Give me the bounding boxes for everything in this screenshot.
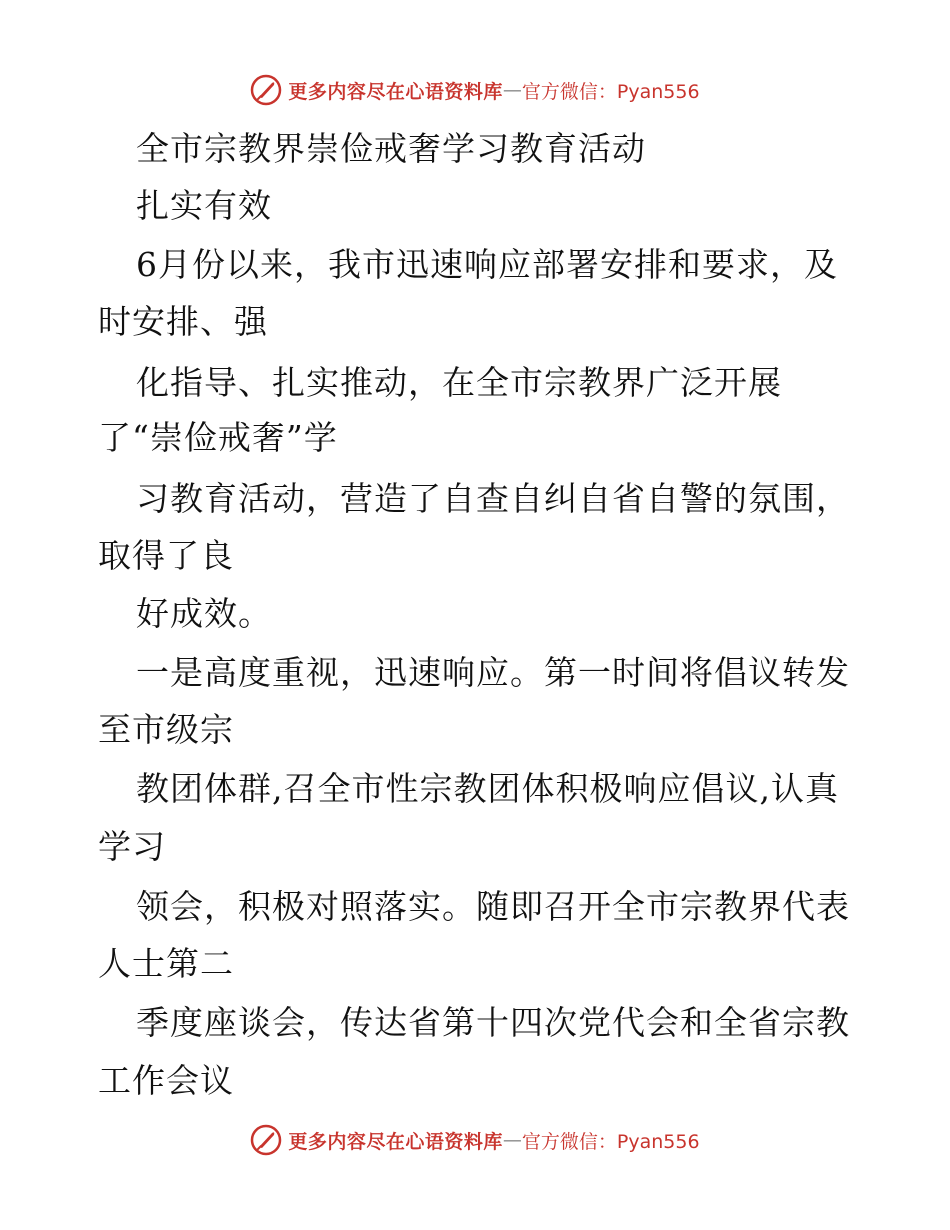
document-title-line-1: 全市宗教界崇俭戒奢学习教育活动	[136, 129, 646, 168]
body-text-line: 一是高度重视，迅速响应。第一时间将倡议转发	[136, 653, 850, 692]
body-text-line: 领会，积极对照落实。随即召开全市宗教界代表	[136, 887, 850, 926]
body-text-line: 人士第二	[98, 944, 234, 983]
body-text-line: 取得了良	[98, 536, 234, 575]
body-text-line: 好成效。	[136, 594, 272, 633]
body-text-line: 6月份以来，我市迅速响应部署安排和要求，及	[136, 245, 838, 284]
watermark-contact: 官方微信：Pyan556	[521, 80, 700, 103]
body-text-line: 化指导、扎实推动，在全市宗教界广泛开展	[136, 363, 782, 402]
body-text-line: 至市级宗	[98, 710, 234, 749]
body-text-line: 工作会议	[98, 1061, 234, 1100]
body-text-line: 了“崇俭戒奢”学	[98, 418, 338, 457]
watermark-text: 更多内容尽在心语资料库	[288, 80, 503, 103]
footer-watermark-banner	[0, 1122, 950, 1158]
body-text-line: 学习	[98, 827, 166, 866]
quill-logo-icon	[250, 1124, 282, 1156]
quill-logo-icon	[250, 74, 282, 106]
watermark-text: 更多内容尽在心语资料库	[288, 1130, 503, 1153]
body-text-line: 季度座谈会，传达省第十四次党代会和全省宗教	[136, 1003, 850, 1042]
watermark-contact: 官方微信：Pyan556	[521, 1130, 700, 1153]
document-title-line-2: 扎实有效	[136, 186, 272, 225]
body-text-line: 习教育活动，营造了自查自纠自省自警的氛围，	[136, 479, 850, 518]
watermark-separator: —	[502, 1129, 522, 1151]
body-text-line: 时安排、强	[98, 302, 268, 341]
body-text-line: 教团体群,召全市性宗教团体积极响应倡议,认真	[136, 769, 839, 808]
header-watermark-banner	[0, 72, 950, 108]
watermark-separator: —	[502, 79, 522, 101]
